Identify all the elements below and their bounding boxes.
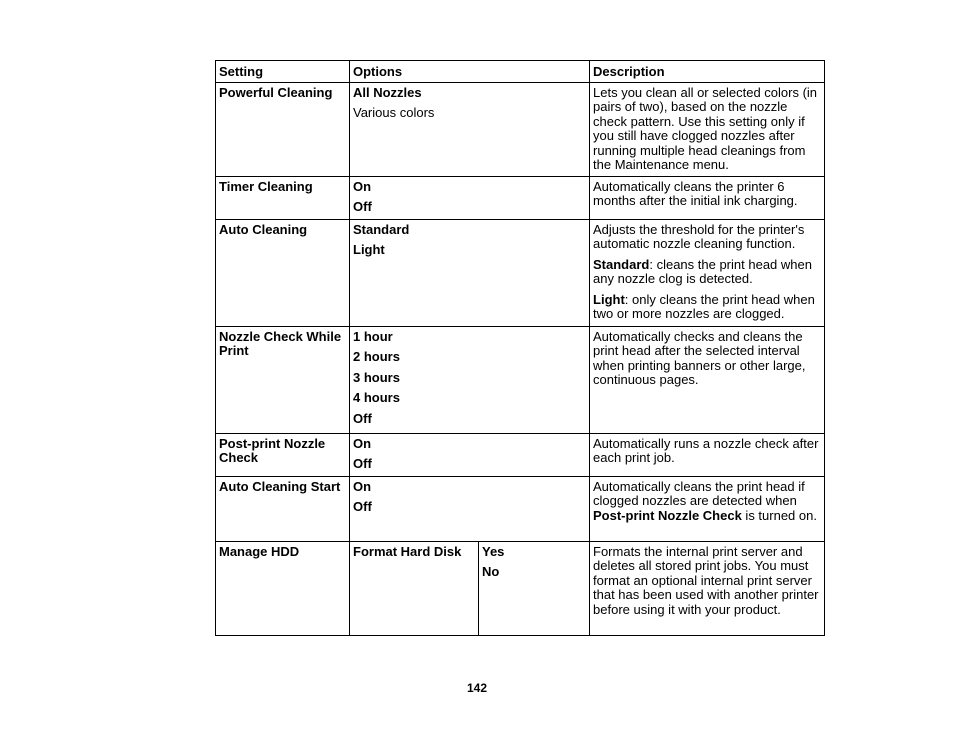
options-cell bbox=[350, 476, 590, 541]
suboption-cell bbox=[350, 541, 479, 635]
description-cell bbox=[590, 219, 825, 326]
options-cell bbox=[350, 433, 590, 476]
option-value: Various colors bbox=[353, 105, 435, 120]
option-value: On bbox=[353, 178, 372, 194]
description-detail-text: : cleans the print head when any nozzle clog is detected. bbox=[593, 256, 812, 286]
table-row bbox=[216, 433, 825, 476]
description-cell: Formats the internal print server and deletes all stored print jobs. You must format an optional internal print server that has been used with another printer before using it with your product. bbox=[590, 541, 825, 635]
description-text: Adjusts the threshold for the printer's automatic nozzle cleaning function. bbox=[593, 221, 805, 251]
option-value: Standard bbox=[353, 221, 410, 237]
description-cell: Automatically checks and cleans the print head after the selected interval when printing banners or other large, continuous pages. bbox=[590, 326, 825, 433]
description-term: Standard bbox=[593, 256, 650, 272]
description-text: is turned on. bbox=[741, 507, 817, 523]
description-detail-text: : only cleans the print head when two or more nozzles are clogged. bbox=[593, 291, 815, 321]
setting-name: Powerful Cleaning bbox=[216, 82, 350, 176]
setting-name: Manage HDD bbox=[216, 541, 350, 635]
suboption-value: Format Hard Disk bbox=[353, 543, 462, 559]
options-cell bbox=[350, 82, 590, 176]
table-row bbox=[216, 541, 825, 635]
setting-name: Nozzle Check While Print bbox=[216, 326, 350, 433]
header-description: Description bbox=[590, 61, 825, 83]
table-header-row bbox=[216, 61, 825, 83]
option-value: On bbox=[353, 478, 372, 494]
options-cell bbox=[350, 326, 590, 433]
setting-name: Auto Cleaning bbox=[216, 219, 350, 326]
description-detail bbox=[593, 258, 821, 287]
options-cell bbox=[350, 176, 590, 219]
setting-name: Post-print Nozzle Check bbox=[216, 433, 350, 476]
option-value: All Nozzles bbox=[353, 84, 422, 100]
description-cell: Lets you clean all or selected colors (in pairs of two), based on the nozzle check pattern. Use this setting only if you still have clogged nozzles after running multiple head cleanings from the Maintenance menu. bbox=[590, 82, 825, 176]
description-cell: Automatically runs a nozzle check after each print job. bbox=[590, 433, 825, 476]
option-value: Off bbox=[353, 199, 372, 214]
table-row bbox=[216, 82, 825, 176]
options-cell bbox=[350, 219, 590, 326]
header-setting: Setting bbox=[216, 61, 350, 83]
option-value: Yes bbox=[482, 543, 505, 559]
table-row bbox=[216, 176, 825, 219]
option-value: Off bbox=[353, 499, 372, 514]
page-number: 142 bbox=[466, 681, 488, 695]
option-value: Off bbox=[353, 456, 372, 471]
option-value: Off bbox=[353, 410, 372, 426]
option-value: 1 hour bbox=[353, 328, 393, 344]
description-cell bbox=[590, 476, 825, 541]
options-cell bbox=[479, 541, 590, 635]
description-text: Automatically cleans the print head if clogged nozzles are detected when bbox=[593, 478, 805, 508]
description-detail bbox=[593, 293, 821, 322]
settings-table bbox=[215, 60, 825, 636]
setting-name: Auto Cleaning Start bbox=[216, 476, 350, 541]
option-value: Light bbox=[353, 242, 385, 257]
table-row bbox=[216, 326, 825, 433]
description-term: Light bbox=[593, 291, 625, 307]
table-row bbox=[216, 219, 825, 326]
option-value: 2 hours bbox=[353, 349, 400, 364]
option-value: 4 hours bbox=[353, 390, 400, 405]
description-cell: Automatically cleans the printer 6 months after the initial ink charging. bbox=[590, 176, 825, 219]
option-value: 3 hours bbox=[353, 369, 400, 385]
description-term: Post-print Nozzle Check bbox=[593, 507, 742, 523]
table-row bbox=[216, 476, 825, 541]
setting-name: Timer Cleaning bbox=[216, 176, 350, 219]
option-value: On bbox=[353, 435, 372, 451]
header-options: Options bbox=[350, 61, 590, 83]
option-value: No bbox=[482, 564, 500, 579]
